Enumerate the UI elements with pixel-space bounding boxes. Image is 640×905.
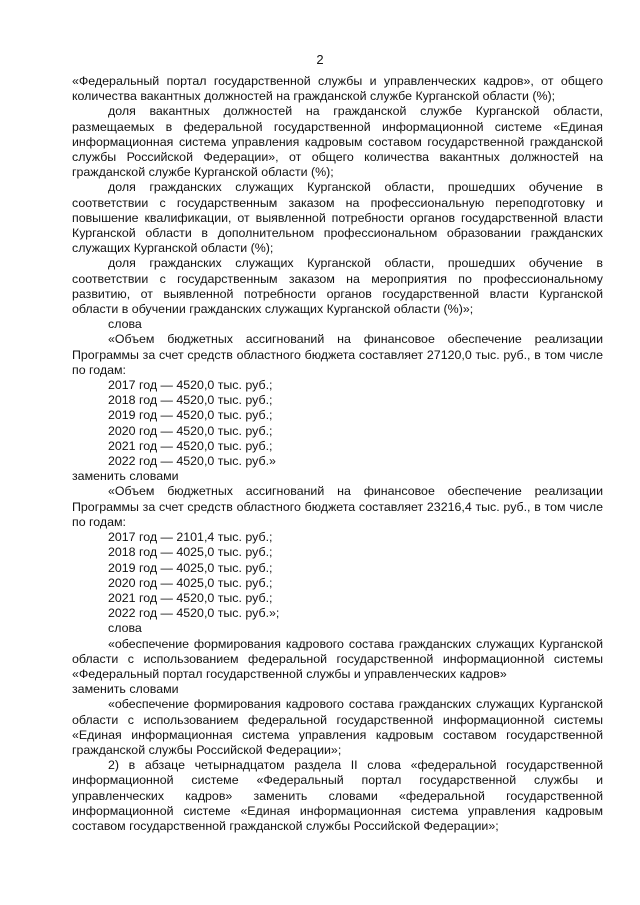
paragraph: доля вакантных должностей на гражданской службе Курганской области, размещаемых в федеральной государственной информационной системе «Единая информационная система управления кадровым составом государственной гражданской службы Российской Федерации», от общего количества вакантных должностей на гражданской службе Курганской области (%); <box>72 104 603 180</box>
paragraph: «Федеральный портал государственной службы и управленческих кадров», от общего количества вакантных должностей на гражданской службе Курганской области (%); <box>72 74 603 104</box>
paragraph: «Объем бюджетных ассигнований на финансовое обеспечение реализации Программы за счет средств областного бюджета составляет 27120,0 тыс. руб., в том числе по годам: <box>72 332 603 377</box>
list-item: 2018 год — 4025,0 тыс. руб.; <box>108 545 273 560</box>
page-number: 2 <box>316 52 324 67</box>
budget-years-list-old <box>72 378 603 469</box>
paragraph: слова <box>108 317 142 332</box>
list-item: 2017 год — 2101,4 тыс. руб.; <box>108 530 273 545</box>
list-item: 2019 год — 4520,0 тыс. руб.; <box>108 408 273 423</box>
paragraph: 2) в абзаце четырнадцатом раздела II слова «федеральной государственной информационной системе «Федеральный портал государственной службы и управленческих кадров» заменить словами «федеральной государственной информационной системе «Единая информационная система управления кадровым составом государственной гражданской службы Российской Федерации»; <box>72 758 603 833</box>
list-item: 2022 год — 4520,0 тыс. руб.» <box>108 454 276 469</box>
paragraph: «обеспечение формирования кадрового состава гражданских служащих Курганской области с использованием федеральной государственной информационной системы «Федеральный портал государственной службы и управленческих кадров» <box>72 636 603 681</box>
list-item: 2022 год — 4520,0 тыс. руб.»; <box>108 606 280 621</box>
list-item: 2020 год — 4025,0 тыс. руб.; <box>108 575 273 590</box>
paragraph: «обеспечение формирования кадрового состава гражданских служащих Курганской области с использованием федеральной государственной информационной системы «Единая информационная система управления кадровым составом государственной гражданской службы Российской Федерации»; <box>72 697 603 757</box>
paragraph: слова <box>108 621 142 636</box>
list-item: 2018 год — 4520,0 тыс. руб.; <box>108 393 273 408</box>
paragraph: заменить словами <box>72 469 179 484</box>
list-item: 2019 год — 4025,0 тыс. руб.; <box>108 560 273 575</box>
list-item: 2017 год — 4520,0 тыс. руб.; <box>108 378 273 393</box>
paragraph: доля гражданских служащих Курганской области, прошедших обучение в соответствии с государственным заказом на профессиональную переподготовку и повышение квалификации, от выявленной потребности органов государственной власти Курганской области в дополнительном профессиональном образовании гражданских служащих Курганской области (%); <box>72 180 603 256</box>
paragraph: «Объем бюджетных ассигнований на финансовое обеспечение реализации Программы за счет средств областного бюджета составляет 23216,4 тыс. руб., в том числе по годам: <box>72 484 603 529</box>
paragraph: заменить словами <box>72 682 179 697</box>
list-item: 2020 год — 4520,0 тыс. руб.; <box>108 423 273 438</box>
list-item: 2021 год — 4520,0 тыс. руб.; <box>108 590 273 605</box>
paragraph: доля гражданских служащих Курганской области, прошедших обучение в соответствии с государственным заказом на мероприятия по профессиональному развитию, от выявленной потребности органов государственной власти Курганской области в обучении гражданских служащих Курганской области (%)»; <box>72 256 603 317</box>
document-body <box>72 74 603 834</box>
budget-years-list-new <box>72 530 603 621</box>
list-item: 2021 год — 4520,0 тыс. руб.; <box>108 438 273 453</box>
